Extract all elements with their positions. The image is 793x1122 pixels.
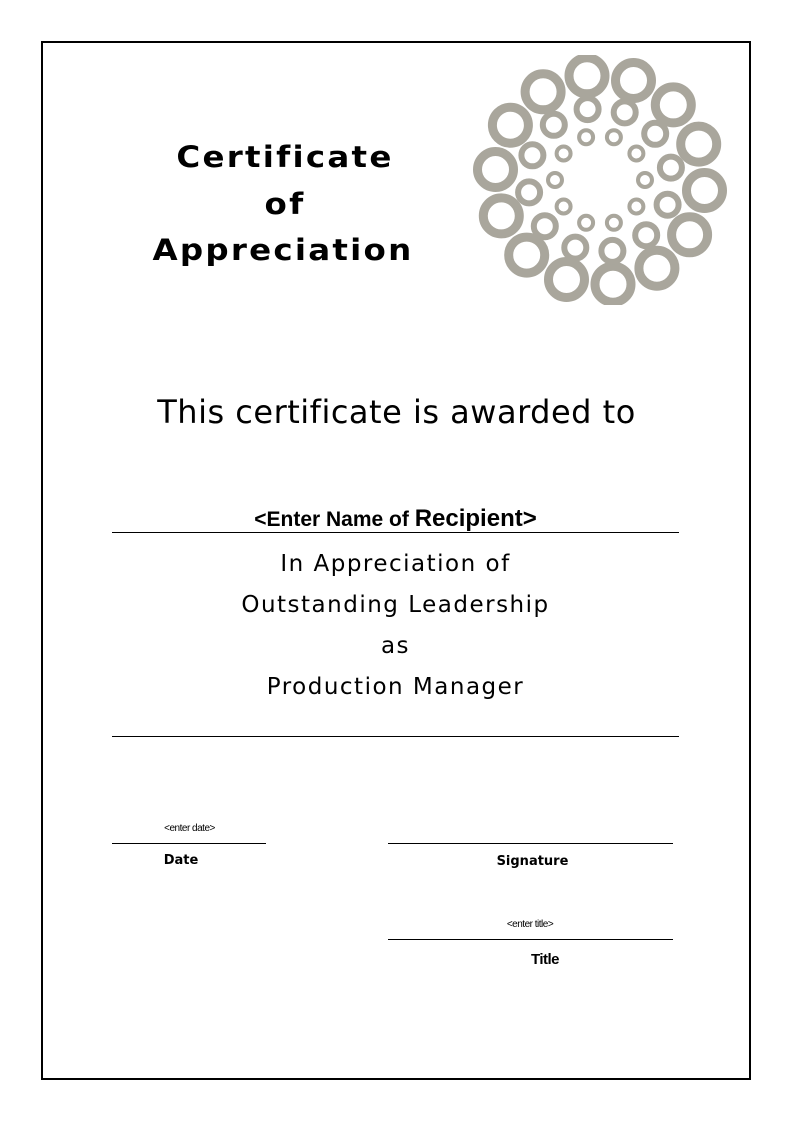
ornament-ring-0-circle-13	[681, 126, 717, 162]
ornament-ring-2-circle-1	[629, 200, 643, 214]
body-bottom-rule	[112, 736, 679, 737]
title-placeholder[interactable]: <enter title>	[506, 919, 554, 930]
body-line-1: In Appreciation of	[280, 551, 511, 577]
signature-rule	[388, 843, 673, 844]
ornament-ring-1-circle-11	[660, 157, 682, 179]
title-line-3: Appreciation	[152, 233, 414, 267]
ornament-ring-1-circle-8	[577, 98, 599, 120]
ornament-ring-1-circle-9	[614, 101, 636, 123]
title-label: Title	[530, 951, 560, 968]
body-line-4: Production Manager	[266, 674, 525, 700]
ornament-ring-0-circle-6	[483, 198, 519, 234]
ornament-ring-0-circle-9	[525, 74, 561, 110]
ornament-ring-1-circle-7	[543, 114, 565, 136]
ornament-ring-2-circle-2	[607, 216, 621, 230]
awarded-text: This certificate is awarded to	[157, 393, 636, 431]
body-line-3: as	[380, 633, 411, 659]
date-rule	[112, 843, 266, 844]
ornament-ring-0-circle-1	[672, 217, 708, 253]
date-label: Date	[163, 853, 199, 868]
ornament-ring-0-circle-2	[639, 250, 675, 286]
body-line-2: Outstanding Leadership	[241, 592, 550, 618]
ornament-ring-1-circle-10	[644, 123, 666, 145]
ornament-ring-0-circle-0	[687, 173, 723, 209]
ring-ornament-icon	[470, 55, 730, 305]
ornament-ring-0-circle-4	[549, 262, 585, 298]
title-line-1: Certificate	[176, 140, 394, 174]
ornament-ring-2-circle-5	[548, 173, 562, 187]
ornament-ring-2-circle-4	[557, 200, 571, 214]
ornament-ring-2-circle-3	[579, 216, 593, 230]
ornament-ring-0-circle-8	[492, 107, 528, 143]
recipient-rule	[112, 532, 679, 533]
ornament-ring-0-circle-5	[509, 237, 545, 273]
title-line-2: of	[264, 187, 306, 221]
ornament-ring-1-circle-5	[518, 181, 540, 203]
ornament-ring-1-circle-3	[564, 237, 586, 259]
ornament-ring-0-circle-12	[655, 87, 691, 123]
ornament-ring-0-circle-7	[478, 152, 514, 188]
ornament-ring-1-circle-0	[657, 194, 679, 216]
ornament-ring-2-circle-7	[579, 130, 593, 144]
ornament-ring-1-circle-1	[635, 224, 657, 246]
signature-label: Signature	[496, 854, 569, 869]
recipient-name-placeholder[interactable]	[112, 505, 679, 533]
ornament-ring-2-circle-0	[638, 173, 652, 187]
ornament-ring-0-circle-10	[569, 58, 605, 94]
ornament-ring-1-circle-4	[534, 215, 556, 237]
title-rule	[388, 939, 673, 940]
ornament-ring-2-circle-9	[629, 147, 643, 161]
ornament-ring-2-circle-8	[607, 130, 621, 144]
recipient-suffix: Recipient>	[414, 505, 537, 532]
ornament-ring-0-circle-3	[595, 266, 631, 302]
date-placeholder[interactable]: <enter date>	[164, 823, 215, 834]
ornament-ring-0-circle-11	[616, 63, 652, 99]
ornament-ring-1-circle-2	[601, 240, 623, 262]
recipient-prefix: <Enter Name of	[254, 508, 415, 531]
ornament-ring-2-circle-6	[557, 147, 571, 161]
ornament-ring-1-circle-6	[521, 144, 543, 166]
